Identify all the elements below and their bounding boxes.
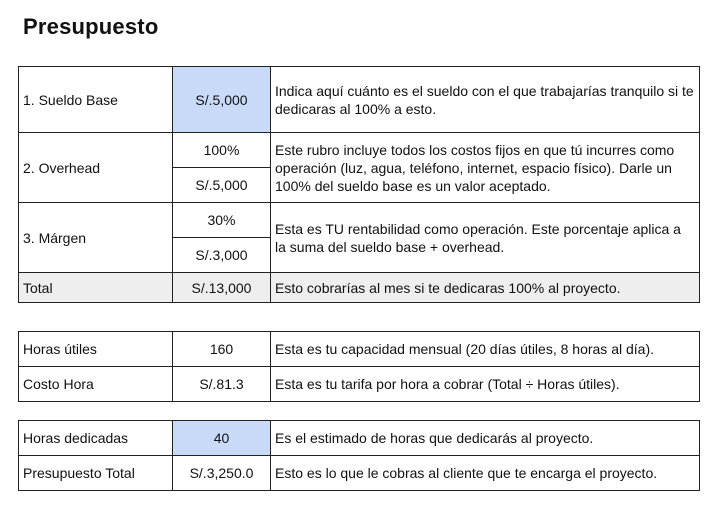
total-label: Total: [19, 273, 173, 303]
overhead-description: Este rubro incluye todos los costos fijos en que tú incurres como operación (luz, agua, teléfono, internet, espacio físico). Darle un 100% del sueldo base es un valor aceptado.: [271, 133, 700, 203]
sueldo-description: Indica aquí cuánto es el sueldo con el que trabajarías tranquilo si te dedicaras al 100% a esto.: [271, 67, 700, 133]
overhead-label: 2. Overhead: [19, 133, 173, 203]
presupuesto-total-label: Presupuesto Total: [19, 456, 173, 491]
sueldo-label: 1. Sueldo Base: [19, 67, 173, 133]
sueldo-value-cell[interactable]: S/.5,000: [173, 67, 271, 133]
margen-row: [19, 203, 700, 238]
page-title: Presupuesto: [23, 14, 159, 39]
horas-dedicadas-value-cell[interactable]: 40: [173, 421, 271, 456]
presupuesto-total-value-cell: S/.3,250.0: [173, 456, 271, 491]
costo-hora-description: Esta es tu tarifa por hora a cobrar (Total ÷ Horas útiles).: [271, 367, 700, 402]
costo-hora-label: Costo Hora: [19, 367, 173, 402]
total-description: Esto cobrarías al mes si te dedicaras 100% al proyecto.: [271, 273, 700, 303]
costo-hora-row: [19, 367, 700, 402]
margen-description: Esta es TU rentabilidad como operación. Este porcentaje aplica a la suma del sueldo base + overhead.: [271, 203, 700, 273]
sueldo-row: [19, 67, 700, 133]
total-value-cell: S/.13,000: [173, 273, 271, 303]
margen-value-cell: S/.3,000: [173, 238, 271, 273]
horas-utiles-value-cell[interactable]: 160: [173, 332, 271, 367]
costo-hora-value-cell: S/.81.3: [173, 367, 271, 402]
margen-percent-cell[interactable]: 30%: [173, 203, 271, 238]
overhead-percent-cell[interactable]: 100%: [173, 133, 271, 168]
horas-dedicadas-label: Horas dedicadas: [19, 421, 173, 456]
project-table: [18, 420, 700, 491]
overhead-row: [19, 133, 700, 168]
total-row: [19, 273, 700, 303]
hours-table: [18, 331, 700, 402]
presupuesto-total-description: Esto es lo que le cobras al cliente que te encarga el proyecto.: [271, 456, 700, 491]
budget-table: [18, 66, 700, 303]
horas-dedicadas-row: [19, 421, 700, 456]
overhead-value-cell: S/.5,000: [173, 168, 271, 203]
horas-utiles-row: [19, 332, 700, 367]
horas-dedicadas-description: Es el estimado de horas que dedicarás al proyecto.: [271, 421, 700, 456]
margen-label: 3. Márgen: [19, 203, 173, 273]
horas-utiles-description: Esta es tu capacidad mensual (20 días útiles, 8 horas al día).: [271, 332, 700, 367]
horas-utiles-label: Horas útiles: [19, 332, 173, 367]
presupuesto-total-row: [19, 456, 700, 491]
